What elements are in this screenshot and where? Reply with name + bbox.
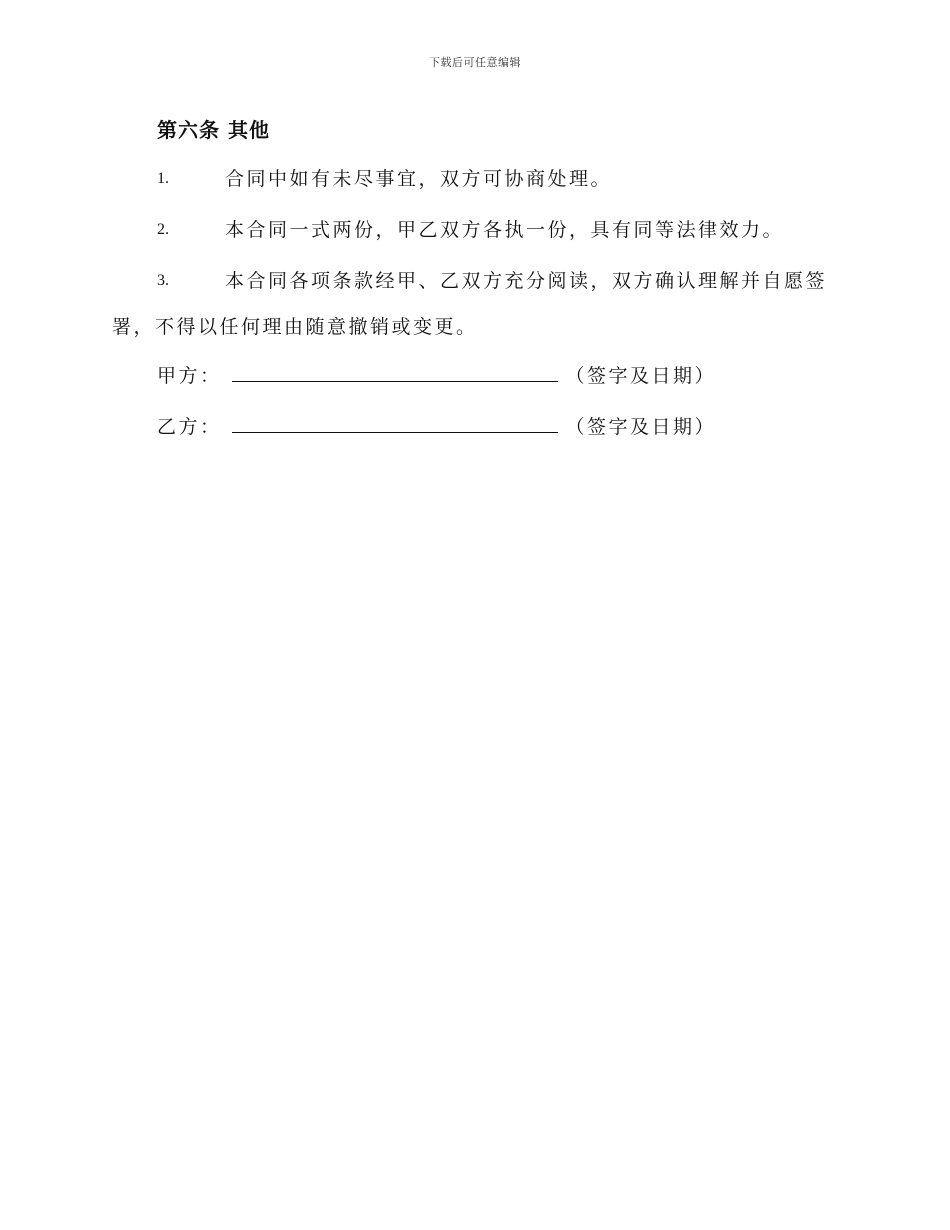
clause-text: 本合同一式两份，甲乙双方各执一份，具有同等法律效力。 xyxy=(225,219,785,241)
signature-line-party-b xyxy=(157,412,716,442)
clause-number: 1. xyxy=(157,170,169,187)
clause-number: 2. xyxy=(157,221,169,238)
party-a-note: （签字及日期） xyxy=(565,365,717,387)
section-heading: 第六条 其他 xyxy=(157,118,270,142)
clause-number: 3. xyxy=(157,272,169,289)
party-b-label: 乙方： xyxy=(157,416,222,438)
clause-2 xyxy=(112,207,837,253)
party-b-note: （签字及日期） xyxy=(565,416,717,438)
signature-line-party-a xyxy=(157,361,716,391)
clause-1 xyxy=(112,156,837,202)
party-b-signature-blank[interactable] xyxy=(232,412,558,433)
party-a-label: 甲方： xyxy=(157,365,222,387)
party-a-signature-blank[interactable] xyxy=(232,361,558,382)
clause-3 xyxy=(112,258,837,350)
page-header: 下载后可任意编辑 xyxy=(429,56,521,69)
clause-text: 本合同各项条款经甲、乙双方充分阅读，双方确认理解并自愿签署，不得以任何理由随意撤销或变更。 xyxy=(112,270,828,338)
clause-text: 合同中如有未尽事宜，双方可协商处理。 xyxy=(225,168,613,190)
